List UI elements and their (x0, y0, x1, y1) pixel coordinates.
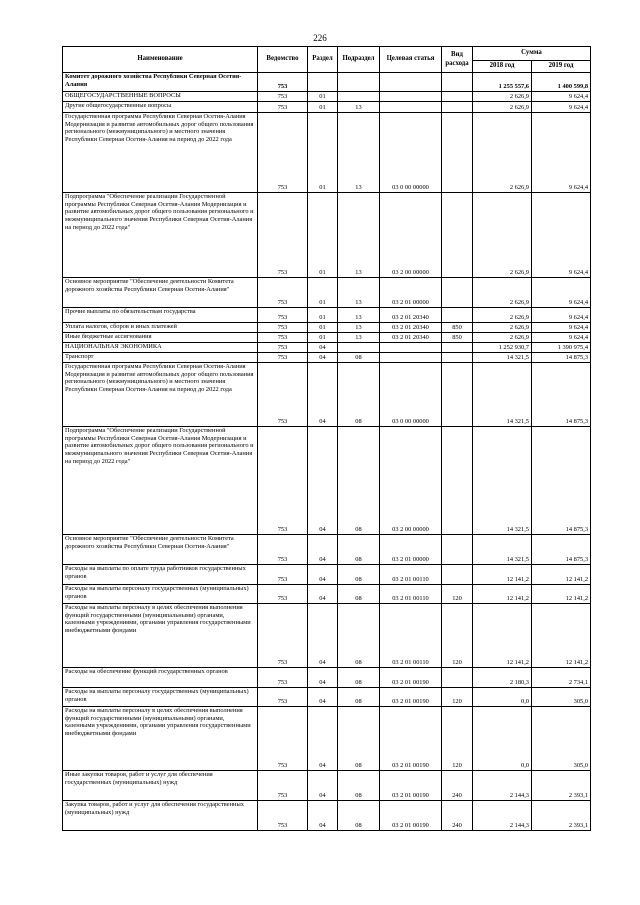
row-expense-type (442, 363, 473, 427)
table-row (63, 363, 591, 427)
row-name: Комитет дорожного хозяйства Республики Северная Осетия-Алания (63, 73, 258, 92)
row-section: 04 (308, 565, 338, 585)
row-subsection: 08 (338, 801, 380, 831)
row-target-article: 03 0 00 00000 (380, 113, 442, 193)
row-sum-2018: 2 180,3 (473, 668, 532, 688)
row-section (308, 73, 338, 92)
row-expense-type (442, 113, 473, 193)
row-subsection: 13 (338, 333, 380, 343)
row-name: Закупка товаров, работ и услуг для обеспечения государственных (муниципальных) нужд (63, 801, 258, 831)
table-row (63, 343, 591, 353)
row-sum-2018: 2 626,9 (473, 193, 532, 278)
row-sum-2019: 12 141,2 (532, 585, 591, 604)
row-section: 04 (308, 363, 338, 427)
row-department: 753 (258, 707, 308, 771)
row-subsection (338, 73, 380, 92)
row-department: 753 (258, 73, 308, 92)
row-section: 04 (308, 668, 338, 688)
row-expense-type: 120 (442, 585, 473, 604)
row-name: НАЦИОНАЛЬНАЯ ЭКОНОМИКА (63, 343, 258, 353)
row-target-article: 03 2 00 00000 (380, 193, 442, 278)
header-subsection: Подраздел (338, 47, 380, 73)
row-sum-2018: 2 626,9 (473, 92, 532, 102)
row-name: Другие общегосударственные вопросы (63, 102, 258, 113)
row-sum-2018: 14 321,5 (473, 363, 532, 427)
row-section: 01 (308, 278, 338, 308)
row-section: 04 (308, 353, 338, 363)
row-name: Основное мероприятие "Обеспечение деятельности Комитета дорожного хозяйства Республики Северная Осетия-Алания" (63, 535, 258, 565)
table-row (63, 113, 591, 193)
row-expense-type (442, 278, 473, 308)
row-name: Государственная программа Республики Северная Осетия-Алания Модернизация и развитие автомобильных дорог общего пользования регионального (межмуниципального) и местного значения Республики Северная Осетия-Алания на период до 2022 года (63, 363, 258, 427)
row-subsection: 13 (338, 193, 380, 278)
row-target-article: 03 2 01 00110 (380, 565, 442, 585)
row-section: 01 (308, 308, 338, 323)
row-name: Прочие выплаты по обязательствам государства (63, 308, 258, 323)
row-sum-2019: 9 624,4 (532, 333, 591, 343)
row-subsection: 08 (338, 604, 380, 668)
row-section: 01 (308, 113, 338, 193)
row-sum-2019: 14 875,3 (532, 535, 591, 565)
table-row (63, 73, 591, 92)
row-expense-type: 850 (442, 323, 473, 333)
row-sum-2019: 2 393,1 (532, 771, 591, 801)
row-expense-type (442, 565, 473, 585)
row-section: 04 (308, 604, 338, 668)
row-sum-2019: 9 624,4 (532, 102, 591, 113)
row-name: Государственная программа Республики Северная Осетия-Алания Модернизация и развитие автомобильных дорог общего пользования регионального (межмуниципального) и местного значения Республики Северная Осетия-Алания на период до 2022 года (63, 113, 258, 193)
row-subsection: 13 (338, 308, 380, 323)
row-section: 01 (308, 92, 338, 102)
row-name: Подпрограмма "Обеспечение реализации Государственной программы Республики Северная Осетия-Алания Модернизация и развитие автомобильных дорог общего пользования регионального и межмуниципального значения Республики Северная Осетия-Алания на период до 2022 года" (63, 193, 258, 278)
row-expense-type (442, 193, 473, 278)
table-row (63, 92, 591, 102)
row-subsection: 08 (338, 668, 380, 688)
row-name: Расходы на выплаты по оплате труда работников государственных органов (63, 565, 258, 585)
row-section: 04 (308, 427, 338, 535)
row-department: 753 (258, 343, 308, 353)
row-name: Расходы на выплаты персоналу в целях обеспечения выполнения функций государственными (муниципальными) органами, казенными учреждениями, органами управления государственными внебюджетными фондами (63, 604, 258, 668)
header-department: Ведомство (258, 47, 308, 73)
row-sum-2018: 12 141,2 (473, 565, 532, 585)
row-sum-2019: 9 624,4 (532, 92, 591, 102)
table-row (63, 771, 591, 801)
row-section: 01 (308, 193, 338, 278)
row-department: 753 (258, 688, 308, 707)
row-sum-2018: 12 141,2 (473, 585, 532, 604)
row-sum-2019: 1 400 599,8 (532, 73, 591, 92)
row-department: 753 (258, 771, 308, 801)
row-sum-2019: 2 734,1 (532, 668, 591, 688)
row-department: 753 (258, 668, 308, 688)
row-target-article: 03 2 01 00110 (380, 604, 442, 668)
row-expense-type (442, 92, 473, 102)
row-target-article (380, 92, 442, 102)
row-department: 753 (258, 323, 308, 333)
table-row (63, 604, 591, 668)
row-subsection: 08 (338, 535, 380, 565)
row-expense-type (442, 427, 473, 535)
row-sum-2019: 9 624,4 (532, 193, 591, 278)
row-name: Транспорт (63, 353, 258, 363)
row-subsection: 13 (338, 278, 380, 308)
row-sum-2018: 1 255 557,6 (473, 73, 532, 92)
row-department: 753 (258, 308, 308, 323)
row-section: 04 (308, 535, 338, 565)
row-section: 04 (308, 688, 338, 707)
table-row (63, 688, 591, 707)
table-row (63, 323, 591, 333)
row-target-article: 03 2 01 00000 (380, 535, 442, 565)
row-name: Иные бюджетные ассигнования (63, 333, 258, 343)
row-subsection: 08 (338, 353, 380, 363)
row-target-article (380, 73, 442, 92)
row-subsection: 13 (338, 323, 380, 333)
row-sum-2019: 12 141,2 (532, 565, 591, 585)
row-sum-2018: 2 626,9 (473, 113, 532, 193)
row-target-article (380, 353, 442, 363)
row-section: 01 (308, 333, 338, 343)
row-expense-type: 850 (442, 333, 473, 343)
row-subsection (338, 92, 380, 102)
row-subsection: 13 (338, 102, 380, 113)
row-target-article: 03 2 01 00190 (380, 771, 442, 801)
row-subsection: 08 (338, 688, 380, 707)
table-row (63, 193, 591, 278)
row-sum-2018: 2 626,9 (473, 102, 532, 113)
row-sum-2019: 9 624,4 (532, 323, 591, 333)
row-sum-2019: 14 875,3 (532, 353, 591, 363)
row-sum-2018: 2 626,9 (473, 333, 532, 343)
row-target-article: 03 2 01 00190 (380, 688, 442, 707)
row-target-article: 03 2 01 00190 (380, 801, 442, 831)
table-row (63, 668, 591, 688)
row-section: 04 (308, 343, 338, 353)
row-expense-type (442, 668, 473, 688)
row-name: Расходы на обеспечение функций государственных органов (63, 668, 258, 688)
table-row (63, 278, 591, 308)
row-target-article: 03 2 01 20340 (380, 323, 442, 333)
row-expense-type (442, 308, 473, 323)
row-target-article: 03 2 01 00190 (380, 668, 442, 688)
table-row (63, 707, 591, 771)
row-sum-2019: 1 390 975,4 (532, 343, 591, 353)
row-section: 04 (308, 801, 338, 831)
row-target-article: 03 0 00 00000 (380, 363, 442, 427)
header-sum: Сумма (473, 47, 591, 61)
row-subsection: 08 (338, 565, 380, 585)
row-subsection: 08 (338, 427, 380, 535)
row-sum-2019: 14 875,3 (532, 427, 591, 535)
row-target-article: 03 2 01 00000 (380, 278, 442, 308)
row-subsection: 08 (338, 363, 380, 427)
row-sum-2018: 2 144,3 (473, 771, 532, 801)
row-expense-type: 240 (442, 771, 473, 801)
row-sum-2018: 14 321,5 (473, 353, 532, 363)
row-department: 753 (258, 193, 308, 278)
table-row (63, 565, 591, 585)
row-sum-2019: 9 624,4 (532, 308, 591, 323)
row-name: ОБЩЕГОСУДАРСТВЕННЫЕ ВОПРОСЫ (63, 92, 258, 102)
row-name: Расходы на выплаты персоналу государственных (муниципальных) органов (63, 585, 258, 604)
row-name: Иные закупки товаров, работ и услуг для обеспечения государственных (муниципальных) нужд (63, 771, 258, 801)
row-sum-2018: 2 626,9 (473, 323, 532, 333)
row-sum-2019: 9 624,4 (532, 278, 591, 308)
row-expense-type (442, 102, 473, 113)
row-target-article: 03 2 01 00190 (380, 707, 442, 771)
row-sum-2018: 0,0 (473, 707, 532, 771)
row-section: 01 (308, 323, 338, 333)
table-row (63, 308, 591, 323)
row-section: 04 (308, 771, 338, 801)
row-sum-2019: 305,0 (532, 688, 591, 707)
row-target-article (380, 102, 442, 113)
row-expense-type (442, 343, 473, 353)
row-sum-2018: 2 626,9 (473, 308, 532, 323)
row-department: 753 (258, 427, 308, 535)
row-expense-type (442, 353, 473, 363)
page-number: 226 (313, 33, 327, 43)
table-row (63, 102, 591, 113)
table-row (63, 353, 591, 363)
row-section: 04 (308, 585, 338, 604)
row-expense-type: 120 (442, 604, 473, 668)
row-sum-2018: 2 144,3 (473, 801, 532, 831)
row-department: 753 (258, 102, 308, 113)
row-target-article: 03 2 01 20340 (380, 333, 442, 343)
row-subsection (338, 343, 380, 353)
row-expense-type: 240 (442, 801, 473, 831)
row-sum-2019: 305,0 (532, 707, 591, 771)
row-name: Расходы на выплаты персоналу государственных (муниципальных) органов (63, 688, 258, 707)
row-subsection: 08 (338, 707, 380, 771)
table-row (63, 801, 591, 831)
row-name: Подпрограмма "Обеспечение реализации Государственной программы Республики Северная Осетия-Алания Модернизация и развитие автомобильных дорог общего пользования регионального и межмуниципального значения Республики Северная Осетия-Алания на период до 2022 года" (63, 427, 258, 535)
row-sum-2019: 2 393,1 (532, 801, 591, 831)
row-department: 753 (258, 113, 308, 193)
row-name: Расходы на выплаты персоналу в целях обеспечения выполнения функций государственными (муниципальными) органами, казенными учреждениями, органами управления государственными внебюджетными фондами (63, 707, 258, 771)
row-sum-2019: 9 624,4 (532, 113, 591, 193)
row-target-article: 03 2 01 20340 (380, 308, 442, 323)
header-section: Раздел (308, 47, 338, 73)
row-name: Основное мероприятие "Обеспечение деятельности Комитета дорожного хозяйства Республики Северная Осетия-Алания" (63, 278, 258, 308)
header-target-article: Целевая статья (380, 47, 442, 73)
header-expense-type: Вид расхода (442, 47, 473, 73)
row-sum-2018: 2 626,9 (473, 278, 532, 308)
row-department: 753 (258, 363, 308, 427)
budget-table (62, 46, 591, 831)
row-subsection: 08 (338, 771, 380, 801)
row-section: 01 (308, 102, 338, 113)
row-department: 753 (258, 353, 308, 363)
header-year-2018: 2018 год (473, 61, 532, 73)
row-target-article: 03 2 00 00000 (380, 427, 442, 535)
row-subsection: 13 (338, 113, 380, 193)
row-department: 753 (258, 801, 308, 831)
row-sum-2018: 14 321,5 (473, 535, 532, 565)
row-expense-type: 120 (442, 707, 473, 771)
row-name: Уплата налогов, сборов и иных платежей (63, 323, 258, 333)
row-department: 753 (258, 278, 308, 308)
row-sum-2018: 14 321,5 (473, 427, 532, 535)
table-row (63, 333, 591, 343)
table-row (63, 427, 591, 535)
row-sum-2019: 12 141,2 (532, 604, 591, 668)
row-sum-2018: 1 252 930,7 (473, 343, 532, 353)
row-sum-2019: 14 875,3 (532, 363, 591, 427)
header-name: Наименование (63, 47, 258, 73)
row-department: 753 (258, 92, 308, 102)
row-department: 753 (258, 535, 308, 565)
row-sum-2018: 12 141,2 (473, 604, 532, 668)
row-sum-2018: 0,0 (473, 688, 532, 707)
row-department: 753 (258, 565, 308, 585)
table-body (63, 73, 591, 831)
row-department: 753 (258, 333, 308, 343)
row-expense-type (442, 535, 473, 565)
row-expense-type: 120 (442, 688, 473, 707)
row-target-article: 03 2 01 00110 (380, 585, 442, 604)
row-expense-type (442, 73, 473, 92)
row-section: 04 (308, 707, 338, 771)
row-department: 753 (258, 585, 308, 604)
table-row (63, 585, 591, 604)
row-target-article (380, 343, 442, 353)
header-year-2019: 2019 год (532, 61, 591, 73)
row-subsection: 08 (338, 585, 380, 604)
table-row (63, 535, 591, 565)
row-department: 753 (258, 604, 308, 668)
